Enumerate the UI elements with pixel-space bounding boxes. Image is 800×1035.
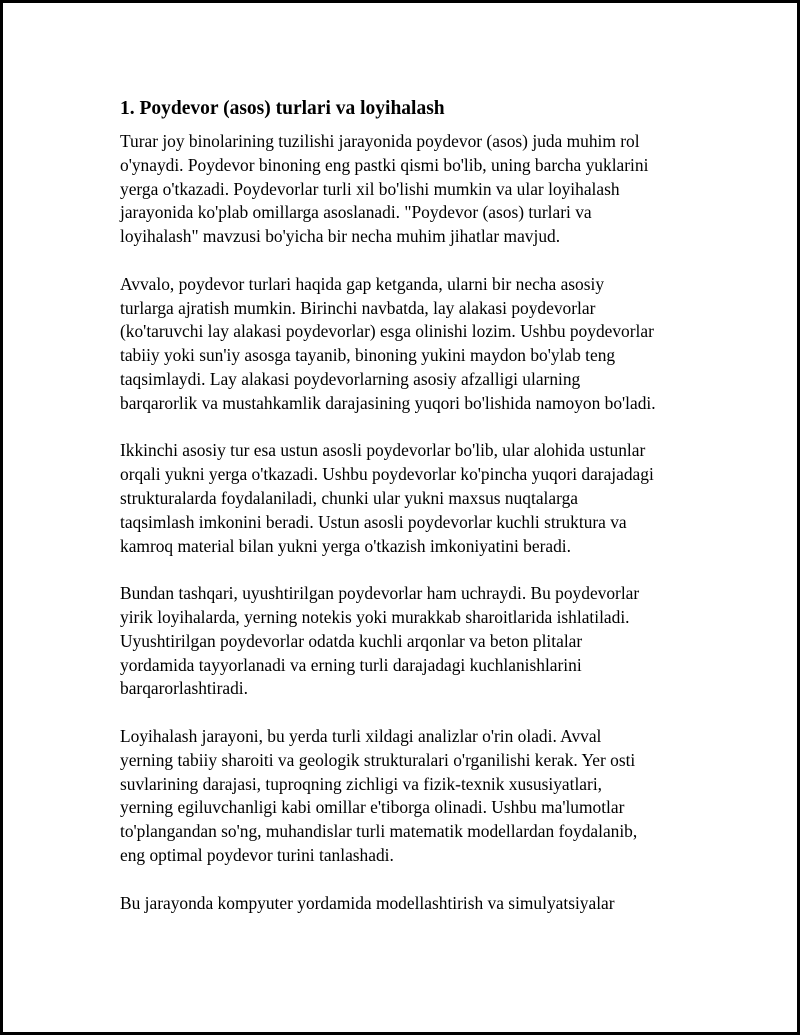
paragraph-line: Loyihalash jarayoni, bu yerda turli xildagi analizlar o'rin oladi. Avval (120, 725, 602, 746)
paragraph-line: to'plangandan so'ng, muhandislar turli matematik modellardan foydalanib, (120, 821, 638, 842)
paragraph-line: yirik loyihalarda, yerning notekis yoki murakkab sharoitlarida ishlatiladi. (120, 606, 630, 627)
paragraph-line: Turar joy binolarining tuzilishi jarayonida poydevor (asos) juda muhim rol (120, 131, 640, 151)
paragraph (120, 892, 690, 916)
paragraph-line: (ko'taruvchi lay alakasi poydevorlar) esga olinishi lozim. Ushbu poydevorlar (120, 321, 654, 342)
paragraph-line: strukturalarda foydalaniladi, chunki ular yukni maxsus nuqtalarga (120, 487, 578, 508)
paragraph-line: barqarorlik va mustahkamlik darajasining yuqori bo'lishida namoyon bo'ladi. (120, 392, 656, 413)
document-body (120, 96, 690, 939)
paragraph-line: turlarga ajratish mumkin. Birinchi navbatda, lay alakasi poydevorlar (120, 297, 596, 318)
paragraph-line: Uyushtirilgan poydevorlar odatda kuchli arqonlar va beton plitalar (120, 630, 583, 651)
paragraph-line: jarayonida ko'plab omillarga asoslanadi. "Poydevor (asos) turlari va (120, 202, 592, 223)
paragraph-line: Avvalo, poydevor turlari haqida gap ketganda, ularni bir necha asosiy (120, 273, 605, 294)
paragraph-line: orqali yukni yerga o'tkazadi. Ushbu poydevorlar ko'pincha yuqori darajadagi (120, 464, 654, 485)
paragraph-line: Bu jarayonda kompyuter yordamida modellashtirish va simulyatsiyalar (120, 892, 615, 913)
paragraph-line: tabiiy yoki sun'iy asosga tayanib, binoning yukini maydon bo'ylab teng (120, 345, 616, 366)
paragraph (120, 582, 690, 701)
paragraphs-container (120, 130, 690, 915)
paragraph-line: o'ynaydi. Poydevor binoning eng pastki qismi bo'lib, uning barcha yuklarini (120, 154, 649, 175)
paragraph-line: Bundan tashqari, uyushtirilgan poydevorlar ham uchraydi. Bu poydevorlar (120, 583, 640, 604)
paragraph (120, 273, 690, 416)
paragraph-line: loyihalash" mavzusi bo'yicha bir necha muhim jihatlar mavjud. (120, 226, 561, 247)
paragraph (120, 725, 690, 868)
paragraph-line: yerning tabiiy sharoiti va geologik strukturalari o'rganilishi kerak. Yer osti (120, 749, 636, 770)
paragraph-line: yerning egiluvchanligi kabi omillar e'tiborga olinadi. Ushbu ma'lumotlar (120, 797, 625, 818)
paragraph-line: Ikkinchi asosiy tur esa ustun asosli poydevorlar bo'lib, ular alohida ustunlar (120, 440, 646, 461)
paragraph-line: yordamida tayyorlanadi va erning turli darajadagi kuchlanishlarini (120, 654, 582, 675)
paragraph-line: barqarorlashtiradi. (120, 678, 248, 699)
paragraph-line: eng optimal poydevor turini tanlashadi. (120, 844, 394, 865)
paragraph-line: kamroq material bilan yukni yerga o'tkazish imkoniyatini beradi. (120, 535, 571, 556)
paragraph-line: suvlarining darajasi, tuproqning zichligi va fizik-texnik xususiyatlari, (120, 773, 602, 794)
document-title: 1. Poydevor (asos) turlari va loyihalash (120, 98, 445, 119)
paragraph (120, 439, 690, 558)
paragraph-line: taqsimlaydi. Lay alakasi poydevorlarning asosiy afzalligi ularning (120, 368, 581, 389)
paragraph-line: yerga o'tkazadi. Poydevorlar turli xil bo'lishi mumkin va ular loyihalash (120, 178, 620, 199)
paragraph (120, 130, 690, 249)
paragraph-line: taqsimlash imkonini beradi. Ustun asosli poydevorlar kuchli struktura va (120, 511, 627, 532)
